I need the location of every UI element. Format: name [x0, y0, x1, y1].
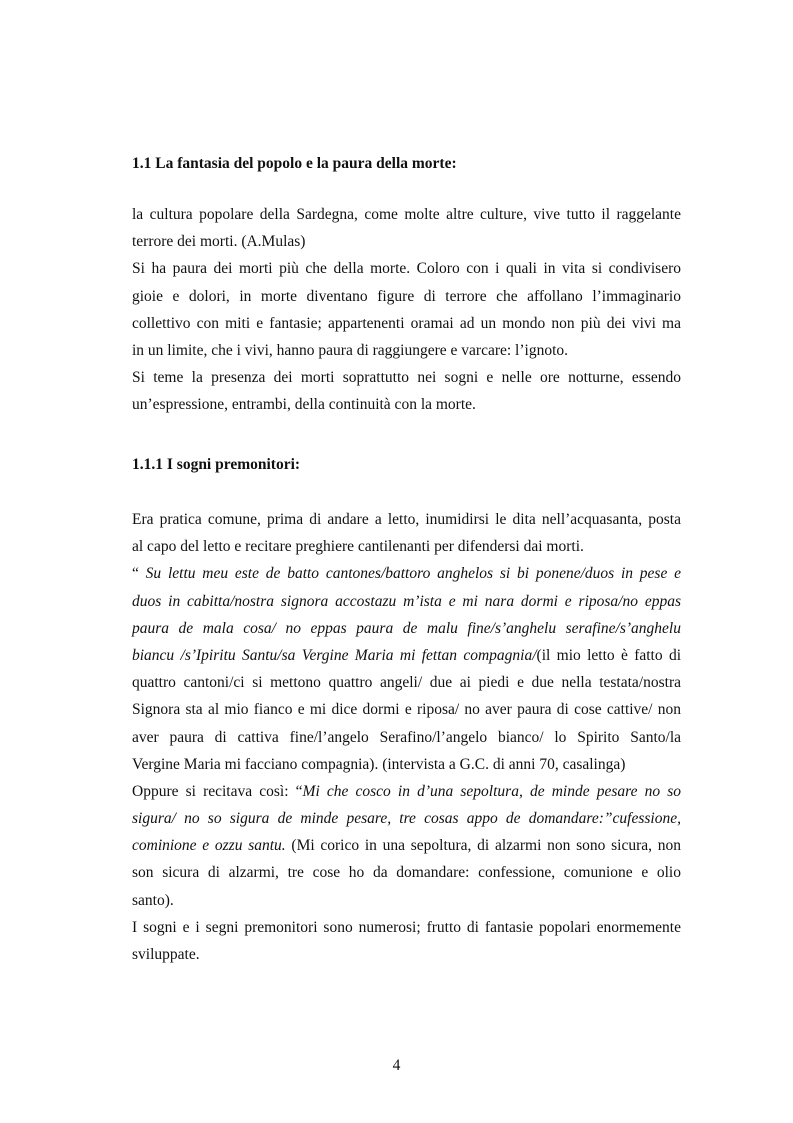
prayer-line: sigura/ no so sigura de minde pesare, tre cosas appo de domandare:”cufessione,: [132, 810, 681, 828]
text-line: Era pratica comune, prima di andare a letto, inumidirsi le dita nell’acquasanta, posta: [132, 511, 681, 528]
prayer-line: paura de mala cosa/ no eppas paura de malu fine/s’anghelu serafine/s’anghelu: [132, 619, 681, 637]
subsection-heading: 1.1.1 I sogni premonitori:: [132, 456, 301, 473]
translation-line: Signora sta al mio fianco e mi dice dormi e riposa/ no aver paura di cose cattive/ non: [132, 701, 681, 719]
prayer-line: [132, 560, 681, 587]
text-line: Si teme la presenza dei morti soprattutto nei sogni e nelle ore notturne, essendo: [132, 369, 681, 387]
prayer-text: cominione e ozzu santu.: [132, 837, 286, 855]
prayer-line: [132, 778, 681, 805]
text-line: in un limite, che i vivi, hanno paura di raggiungere e varcare: l’ignoto.: [132, 341, 569, 359]
section-heading: 1.1 La fantasia del popolo e la paura della morte:: [132, 155, 457, 172]
prayer-text: Mi che cosco in d’una sepoltura, de minde pesare no so: [302, 782, 681, 800]
translation-text: (il mio letto è fatto di: [536, 646, 681, 664]
text-line: I sogni e i segni premonitori sono numerosi; frutto di fantasie popolari enormemente: [132, 918, 681, 936]
page-number: 4: [392, 1057, 401, 1074]
translation-text: (Mi corico in una sepoltura, di alzarmi non sono sicura, non: [285, 837, 681, 855]
quote-mark: “: [132, 565, 146, 583]
translation-line: santo).: [132, 891, 174, 909]
text-line: collettivo con miti e fantasie; appartenenti oramai ad un mondo non più dei vivi ma: [132, 314, 681, 332]
text-line: terrore dei morti. (A.Mulas): [132, 233, 306, 251]
text-line: gioie e dolori, in morte diventano figure di terrore che affollano l’immaginario: [132, 287, 681, 305]
prayer-text: Su lettu meu este de batto cantones/battoro anghelos si bi ponene/duos in pese e: [145, 565, 681, 583]
translation-line: quattro cantoni/ci si mettono quattro angeli/ due ai piedi e due nella testata/nostra: [132, 674, 681, 692]
prayer-line: duos in cabitta/nostra signora accostazu m’ista e mi nara dormi e riposa/no eppas: [132, 592, 681, 610]
text-line: un’espressione, entrambi, della continuità con la morte.: [132, 396, 476, 414]
text-line: sviluppate.: [132, 946, 200, 963]
translation-line: son sicura di alzarmi, tre cose ho da domandare: confessione, comunione e olio: [132, 864, 681, 882]
prayer-text: biancu /s’Ipiritu Santu/sa Vergine Maria mi fettan compagnia/: [132, 646, 537, 664]
text-line: al capo del letto e recitare preghiere cantilenanti per difendersi dai morti.: [132, 538, 584, 556]
translation-line: Vergine Maria mi facciano compagnia). (intervista a G.C. di anni 70, casalinga): [132, 755, 626, 773]
prayer-line: [132, 832, 681, 859]
translation-line: aver paura di cattiva fine/l’angelo Serafino/l’angelo bianco/ lo Spirito Santo/la: [132, 728, 681, 746]
lead-text: Oppure si recitava così: “: [132, 782, 303, 800]
text-line: Si ha paura dei morti più che della morte. Coloro con i quali in vita si condivisero: [132, 260, 681, 278]
subsection-body: [132, 506, 681, 968]
section-body: [132, 201, 681, 419]
text-line: la cultura popolare della Sardegna, come molte altre culture, vive tutto il raggelante: [132, 206, 681, 223]
prayer-line: [132, 642, 681, 669]
